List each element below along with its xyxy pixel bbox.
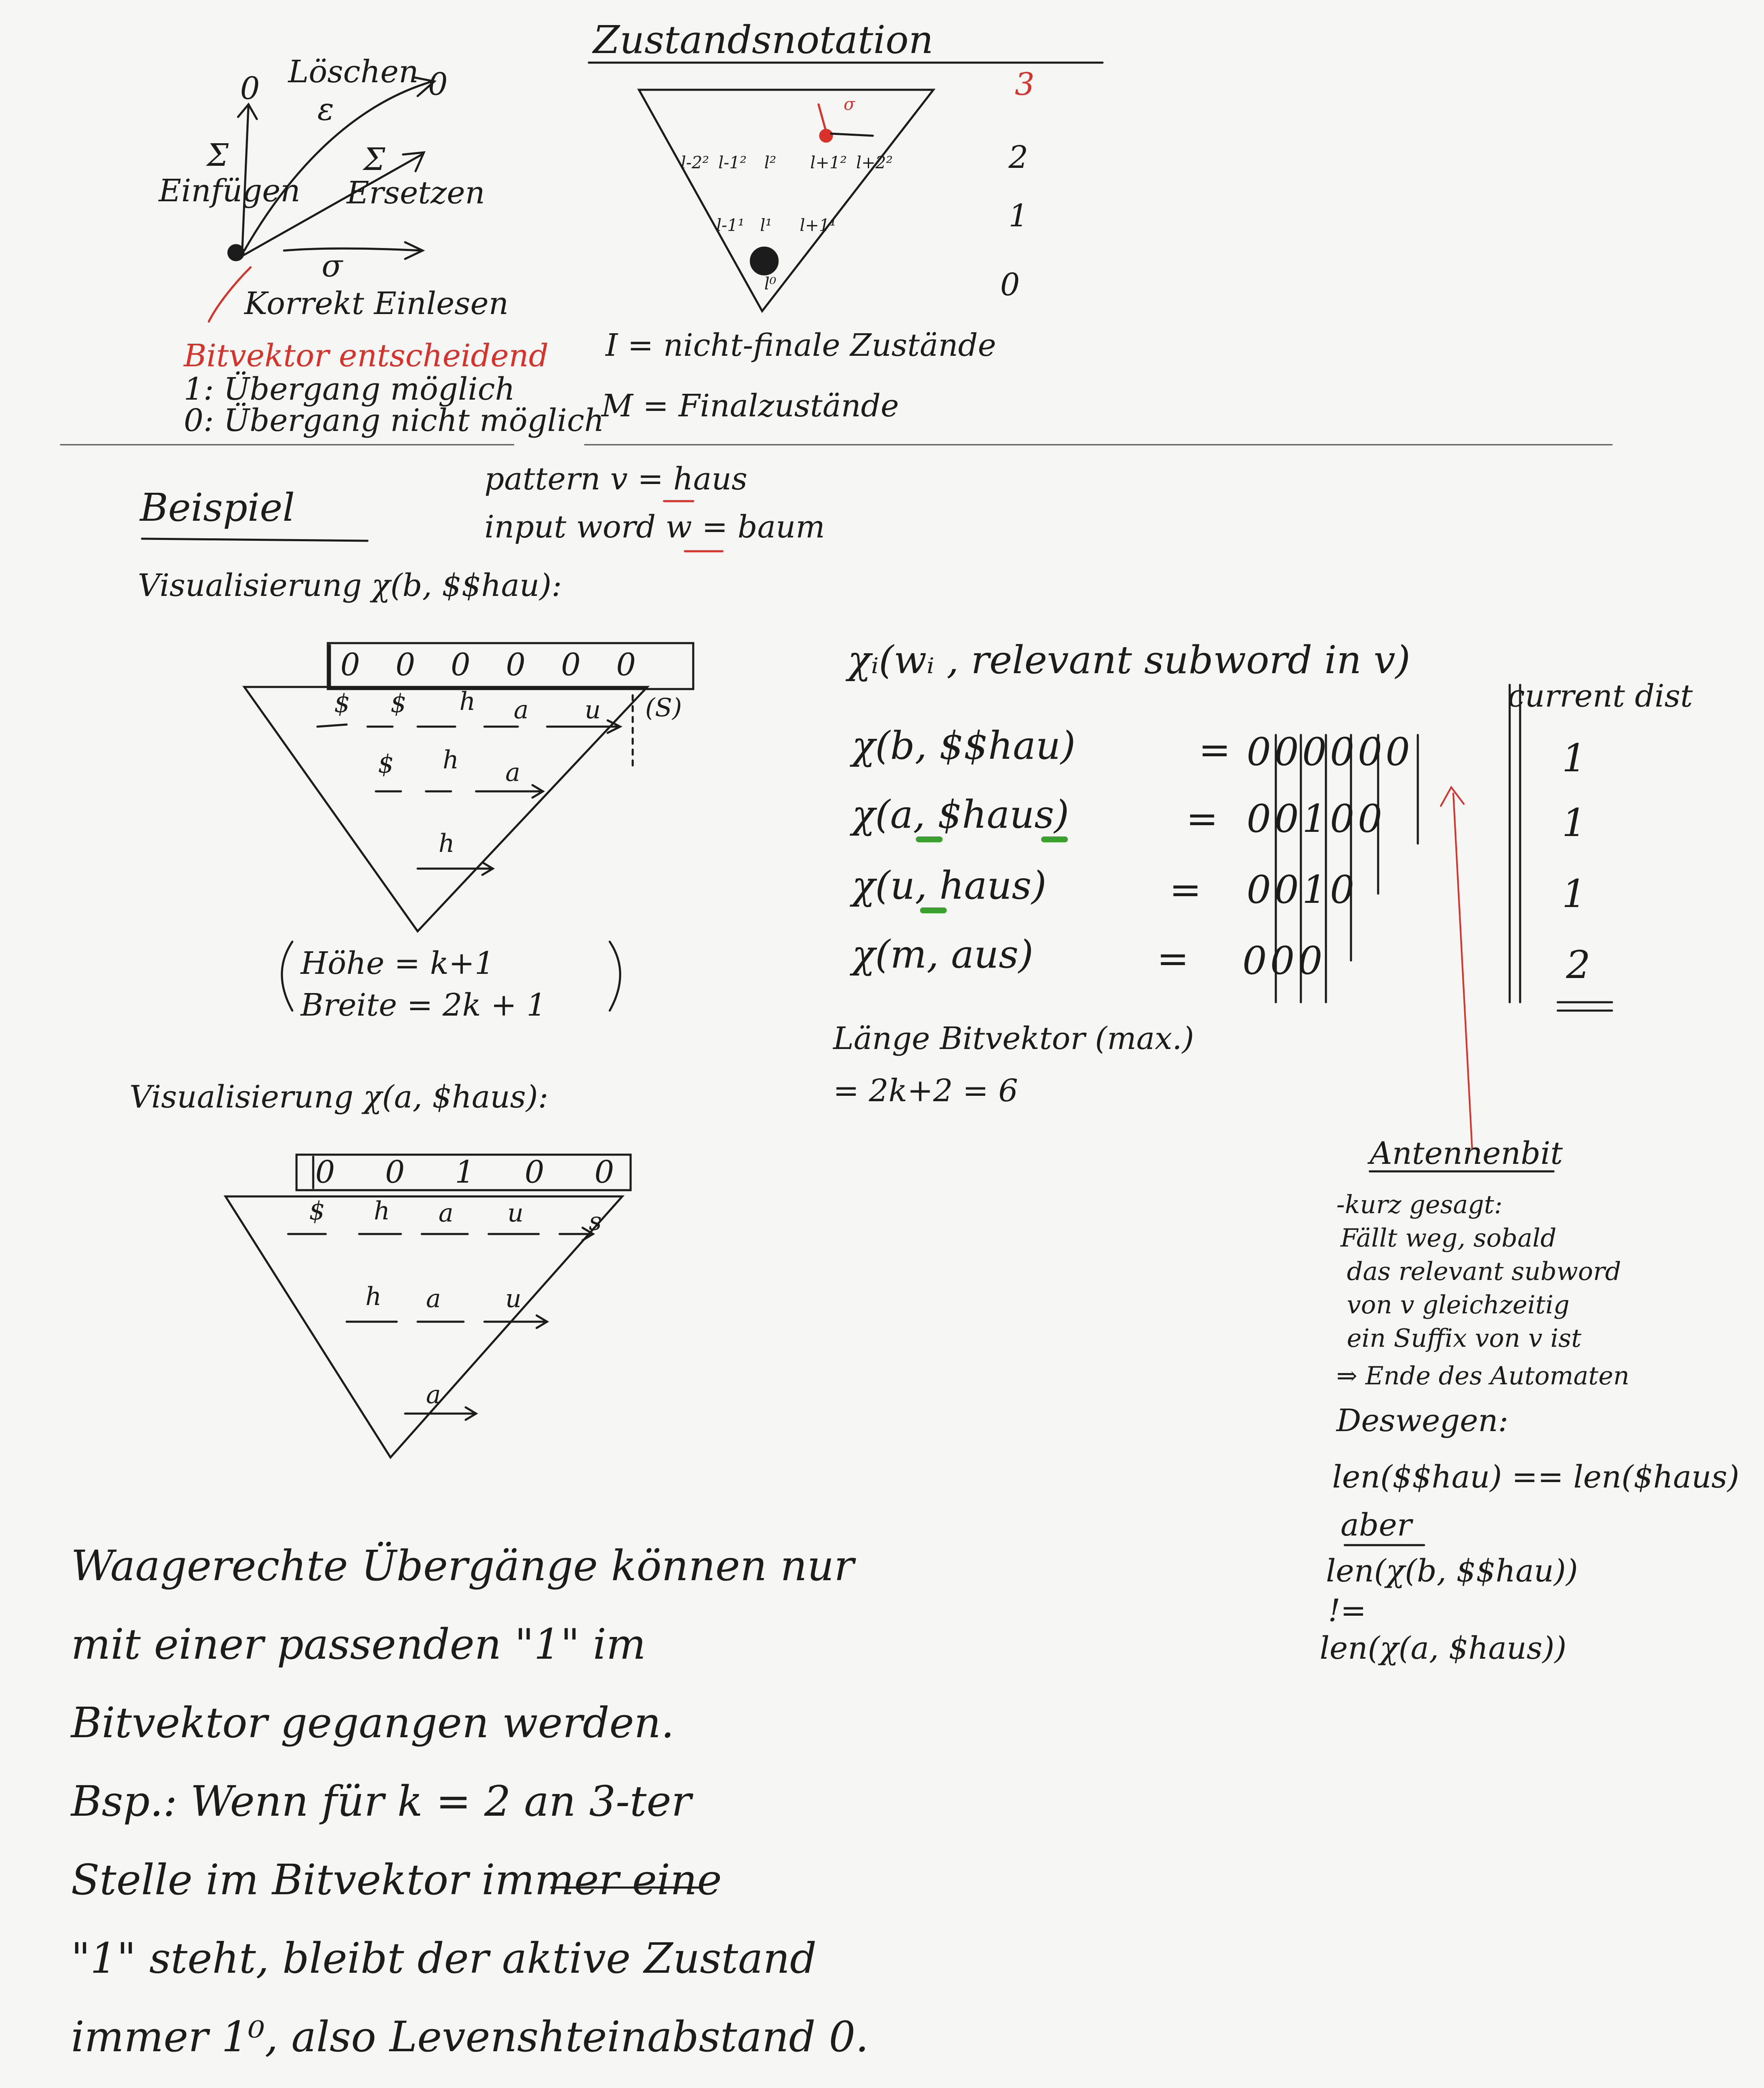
origin-zero: 0 <box>240 71 260 106</box>
antennenbit-line: das relevant subword <box>1347 1257 1621 1286</box>
cmp-2a: len(χ(b, $$hau)) <box>1326 1553 1578 1589</box>
antennenbit-line: -kurz gesagt: <box>1336 1190 1503 1219</box>
label-einfuegen: Einfügen <box>159 173 301 209</box>
bit: 0 <box>1242 938 1267 983</box>
hoehe: Höhe = k+1 <box>301 945 494 981</box>
red-mark: σ <box>844 95 855 114</box>
bitvector-header: χᵢ(wᵢ , relevant subword in v) <box>848 638 1411 682</box>
bv-row-0-dist: 1 <box>1562 736 1587 780</box>
bit: 0 <box>1274 730 1299 774</box>
antennenbit-line: ein Suffix von v ist <box>1347 1324 1582 1353</box>
bit: 0 <box>1247 867 1271 912</box>
bit: 0 <box>1274 796 1299 841</box>
vis1-r2-2: h <box>459 687 476 716</box>
bv-row-0-eq: = <box>1199 727 1231 772</box>
antennenbit-line: ⇒ Ende des Automaten <box>1336 1361 1630 1391</box>
bv-row-2-bits <box>1247 867 1355 912</box>
aber: aber <box>1341 1507 1412 1543</box>
vis2-r2-2: a <box>438 1199 454 1228</box>
state-l-2-2: l-2² <box>681 153 709 172</box>
vis2-r1-2: u <box>505 1284 522 1313</box>
bottom-line: Bsp.: Wenn für k = 2 an 3-ter <box>71 1777 692 1826</box>
vis1-bit: 0 <box>340 647 360 683</box>
state-l-1-2: l-1² <box>718 153 747 172</box>
vis1-r2-0: $ <box>334 689 350 718</box>
bottom-line: immer 1⁰, also Levenshteinabstand 0. <box>71 2012 869 2061</box>
bit: 0 <box>1274 867 1299 912</box>
bit: 1 <box>1302 867 1327 912</box>
vis2-bitvector <box>315 1154 614 1190</box>
cmp-2c: len(χ(a, $haus)) <box>1320 1630 1567 1666</box>
bv-row-2-dist: 1 <box>1562 872 1587 916</box>
vis2-r2-1: h <box>374 1196 390 1226</box>
deswegen: Deswegen: <box>1336 1403 1508 1439</box>
vis1-r2-4: u <box>585 695 601 725</box>
cmp-2b: != <box>1328 1593 1366 1629</box>
sigma-ersetzen: Σ <box>363 142 385 177</box>
bottom-line: Bitvektor gegangen werden. <box>71 1698 674 1747</box>
vis1-r1-1: h <box>443 745 459 775</box>
def-I: I = nicht-finale Zustände <box>606 327 996 363</box>
vis1-bit: 0 <box>561 647 581 683</box>
bit: 0 <box>1330 867 1355 912</box>
vis2-r1-0: h <box>365 1282 382 1311</box>
antennenbit-title: Antennenbit <box>1370 1135 1563 1171</box>
vis2-bit: 0 <box>594 1154 614 1190</box>
bv-row-1-eq: = <box>1186 796 1219 841</box>
bit: 0 <box>1385 730 1410 774</box>
vis1-bit: 0 <box>451 647 471 683</box>
bit: 0 <box>1247 796 1271 841</box>
state-l-2: l² <box>764 153 776 172</box>
vis1-row2-extra: (S) <box>645 693 682 722</box>
bit: 0 <box>1298 938 1323 983</box>
vis2-bit: 0 <box>385 1154 405 1190</box>
bottom-explanation <box>71 1541 869 2088</box>
state-l-1: l¹ <box>760 216 772 235</box>
state-l+2-2: l+2² <box>856 153 893 172</box>
bit: 1 <box>1302 796 1327 841</box>
vis1-bitvector <box>340 647 636 683</box>
row-label-3: 3 <box>1015 66 1035 102</box>
pattern-line: pattern v = haus <box>484 461 748 497</box>
legend-1: 1: Übergang möglich <box>184 371 515 407</box>
example-heading: Beispiel <box>140 485 295 530</box>
vis1-r1-2: a <box>505 758 520 787</box>
row-label-0: 0 <box>1000 267 1020 303</box>
bit: 0 <box>1330 796 1355 841</box>
bv-row-3-dist: 2 <box>1566 943 1591 987</box>
vis1-bit: 0 <box>506 647 526 683</box>
vis1-r1-0: $ <box>378 750 394 779</box>
vis2-r1-1: a <box>426 1284 441 1313</box>
vis2-bit: 0 <box>315 1154 335 1190</box>
input-line: input word w = baum <box>484 509 825 545</box>
bv-row-3-eq: = <box>1157 936 1189 981</box>
vis2-r2-0: $ <box>309 1196 325 1226</box>
vis2-r0-0: a <box>426 1380 441 1409</box>
antennenbit-line: von v gleichzeitig <box>1347 1290 1570 1320</box>
sigma-einfuegen: Σ <box>207 137 229 173</box>
label-loeschen: Löschen <box>288 54 419 90</box>
row-label-1: 1 <box>1009 198 1029 234</box>
legend-title: Bitvektor entscheidend <box>184 338 549 374</box>
label-korrekt: Korrekt Einlesen <box>244 286 509 322</box>
epsilon-1: ε <box>317 91 334 127</box>
bit: 0 <box>1330 730 1355 774</box>
state-notation-title: Zustandsnotation <box>593 18 934 62</box>
bv-row-0-bits <box>1247 730 1410 774</box>
bv-row-3-expr: χ(m, aus) <box>852 932 1034 977</box>
row-label-2: 2 <box>1009 139 1029 175</box>
bv-row-1-bits <box>1247 796 1382 841</box>
state-l-1-1: l-1¹ <box>716 216 745 235</box>
vis1-r2-1: $ <box>390 689 407 718</box>
bottom-line: Stelle im Bitvektor immer eine <box>71 1855 722 1904</box>
bit: 0 <box>1302 730 1327 774</box>
vis2-bit: 0 <box>525 1154 545 1190</box>
cmp-1: len($$hau) == len($haus) <box>1332 1459 1739 1495</box>
bottom-line: mit einer passenden "1" im <box>71 1620 646 1669</box>
bv-row-2-eq: = <box>1169 867 1202 912</box>
vis1-r0-0: h <box>438 829 455 858</box>
vis1-bit: 0 <box>616 647 636 683</box>
breite: Breite = 2k + 1 <box>301 987 546 1023</box>
bit: 0 <box>1358 796 1382 841</box>
bit: 0 <box>1247 730 1271 774</box>
state-l-0: l⁰ <box>764 274 776 294</box>
label-ersetzen: Ersetzen <box>347 175 485 211</box>
vis1-title: Visualisierung χ(b, $$hau): <box>138 568 562 603</box>
vis2-title: Visualisierung χ(a, $haus): <box>129 1079 549 1115</box>
vis2-bit: 1 <box>455 1154 475 1190</box>
length-label: Länge Bitvektor (max.) <box>833 1021 1194 1057</box>
bv-row-1-expr: χ(a, $haus) <box>852 792 1069 837</box>
vis2-r2-3: u <box>507 1199 524 1228</box>
def-M: M = Finalzustände <box>601 388 899 424</box>
bv-row-0-expr: χ(b, $$hau) <box>852 723 1076 768</box>
state-l+1-1: l+1¹ <box>800 216 836 235</box>
bit: 0 <box>1358 730 1382 774</box>
antennenbit-line: Fällt weg, sobald <box>1341 1224 1557 1253</box>
vis2-r2-4: s <box>589 1207 602 1236</box>
legend-0: 0: Übergang nicht möglich <box>184 403 604 438</box>
label-sigma: σ <box>322 248 343 284</box>
bottom-line: "1" steht, bleibt der aktive Zustand <box>71 1934 817 1983</box>
state-l+1-2: l+1² <box>810 153 847 172</box>
current-dist-label: current dist <box>1508 678 1693 714</box>
bv-row-2-expr: χ(u, haus) <box>852 863 1047 908</box>
bv-row-3-bits <box>1242 938 1323 983</box>
bit: 0 <box>1270 938 1295 983</box>
length-value: = 2k+2 = 6 <box>833 1073 1018 1109</box>
bottom-line: Waagerechte Übergänge können nur <box>71 1541 854 1590</box>
target-zero-1: 0 <box>428 66 448 102</box>
bv-row-1-dist: 1 <box>1562 801 1587 845</box>
vis1-bit: 0 <box>395 647 416 683</box>
vis1-r2-3: a <box>514 695 529 725</box>
